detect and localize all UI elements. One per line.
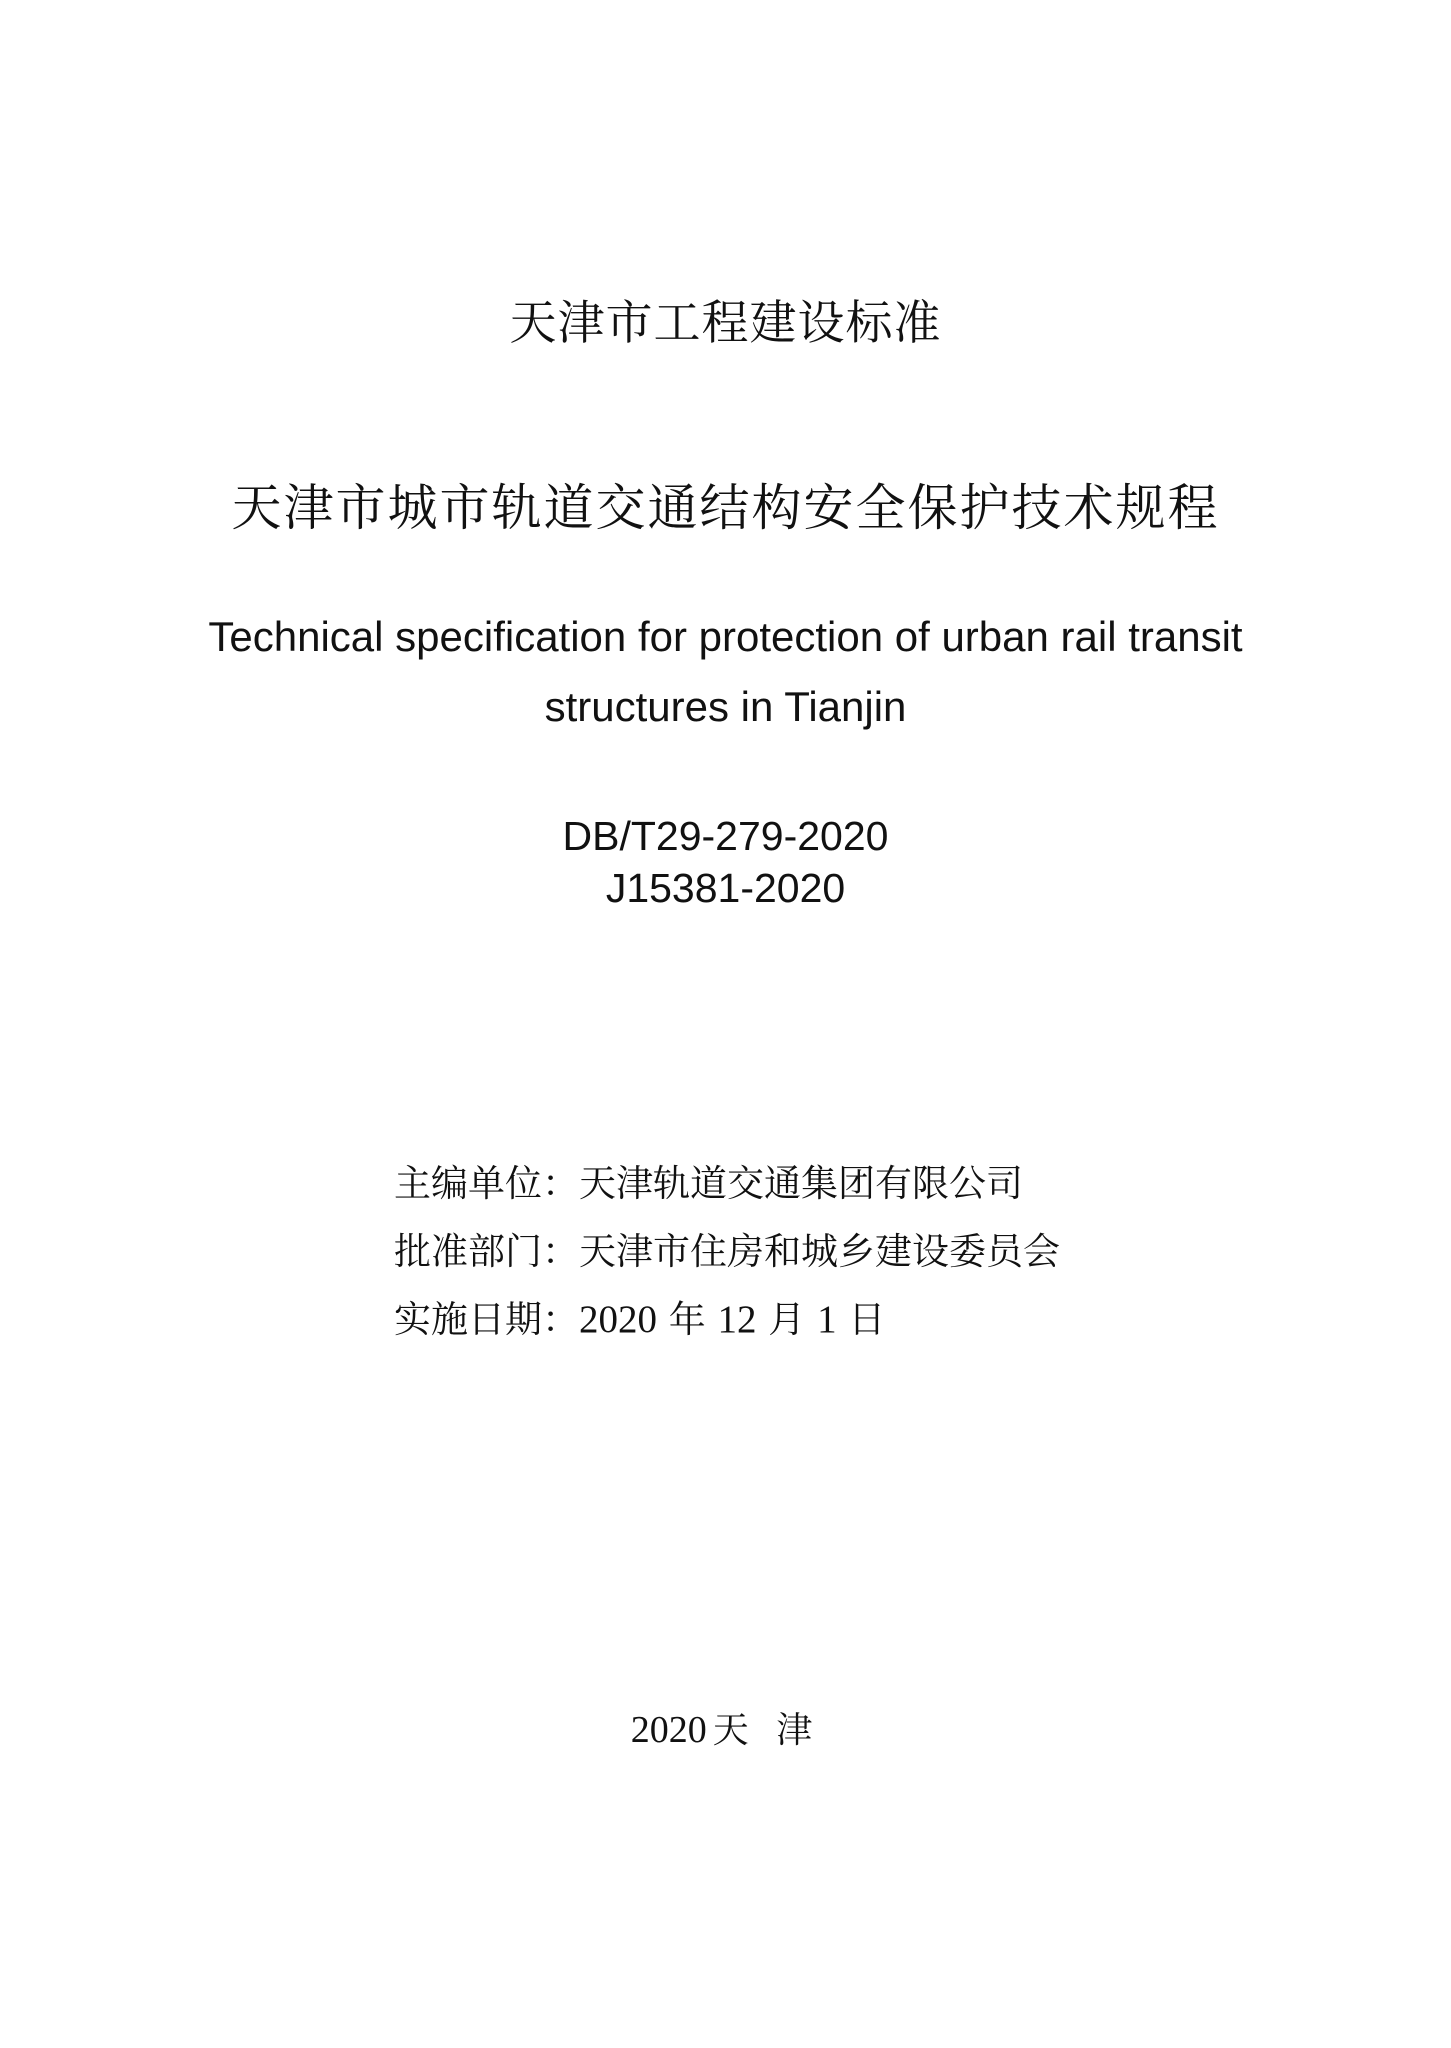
approver-value: 天津市住房和城乡建设委员会 [579, 1230, 1060, 1273]
date-month: 12 [717, 1298, 757, 1341]
date-day-unit: 日 [836, 1298, 886, 1341]
date-year: 2020 [579, 1298, 657, 1341]
date-day: 1 [817, 1298, 837, 1341]
footer-year: 2020 [630, 1709, 707, 1751]
document-title-en-line2: structures in Tianjin [544, 683, 907, 730]
editor-value: 天津轨道交通集团有限公司 [579, 1162, 1023, 1205]
footer-place: 天 津 [712, 1710, 821, 1751]
record-number: J15381-2020 [605, 865, 846, 911]
standard-codes [0, 810, 1451, 914]
effective-date-row [394, 1286, 1060, 1354]
date-label: 实施日期： [394, 1298, 579, 1341]
editor-row [394, 1150, 1060, 1218]
approver-row [394, 1218, 1060, 1286]
date-year-unit: 年 [657, 1298, 718, 1341]
document-title-en-line1: Technical specification for protection of urban rail transit [208, 613, 1243, 660]
document-title-cn: 天津市城市轨道交通结构安全保护技术规程 [231, 479, 1220, 537]
standard-number: DB/T29-279-2020 [562, 813, 889, 859]
publication-info [394, 1150, 1060, 1354]
editor-label: 主编单位： [394, 1162, 579, 1205]
footer-imprint [0, 1702, 1451, 1753]
date-month-unit: 月 [756, 1298, 818, 1341]
category-title: 天津市工程建设标准 [509, 296, 942, 351]
approver-label: 批准部门： [394, 1230, 579, 1273]
document-title-en [0, 602, 1451, 742]
